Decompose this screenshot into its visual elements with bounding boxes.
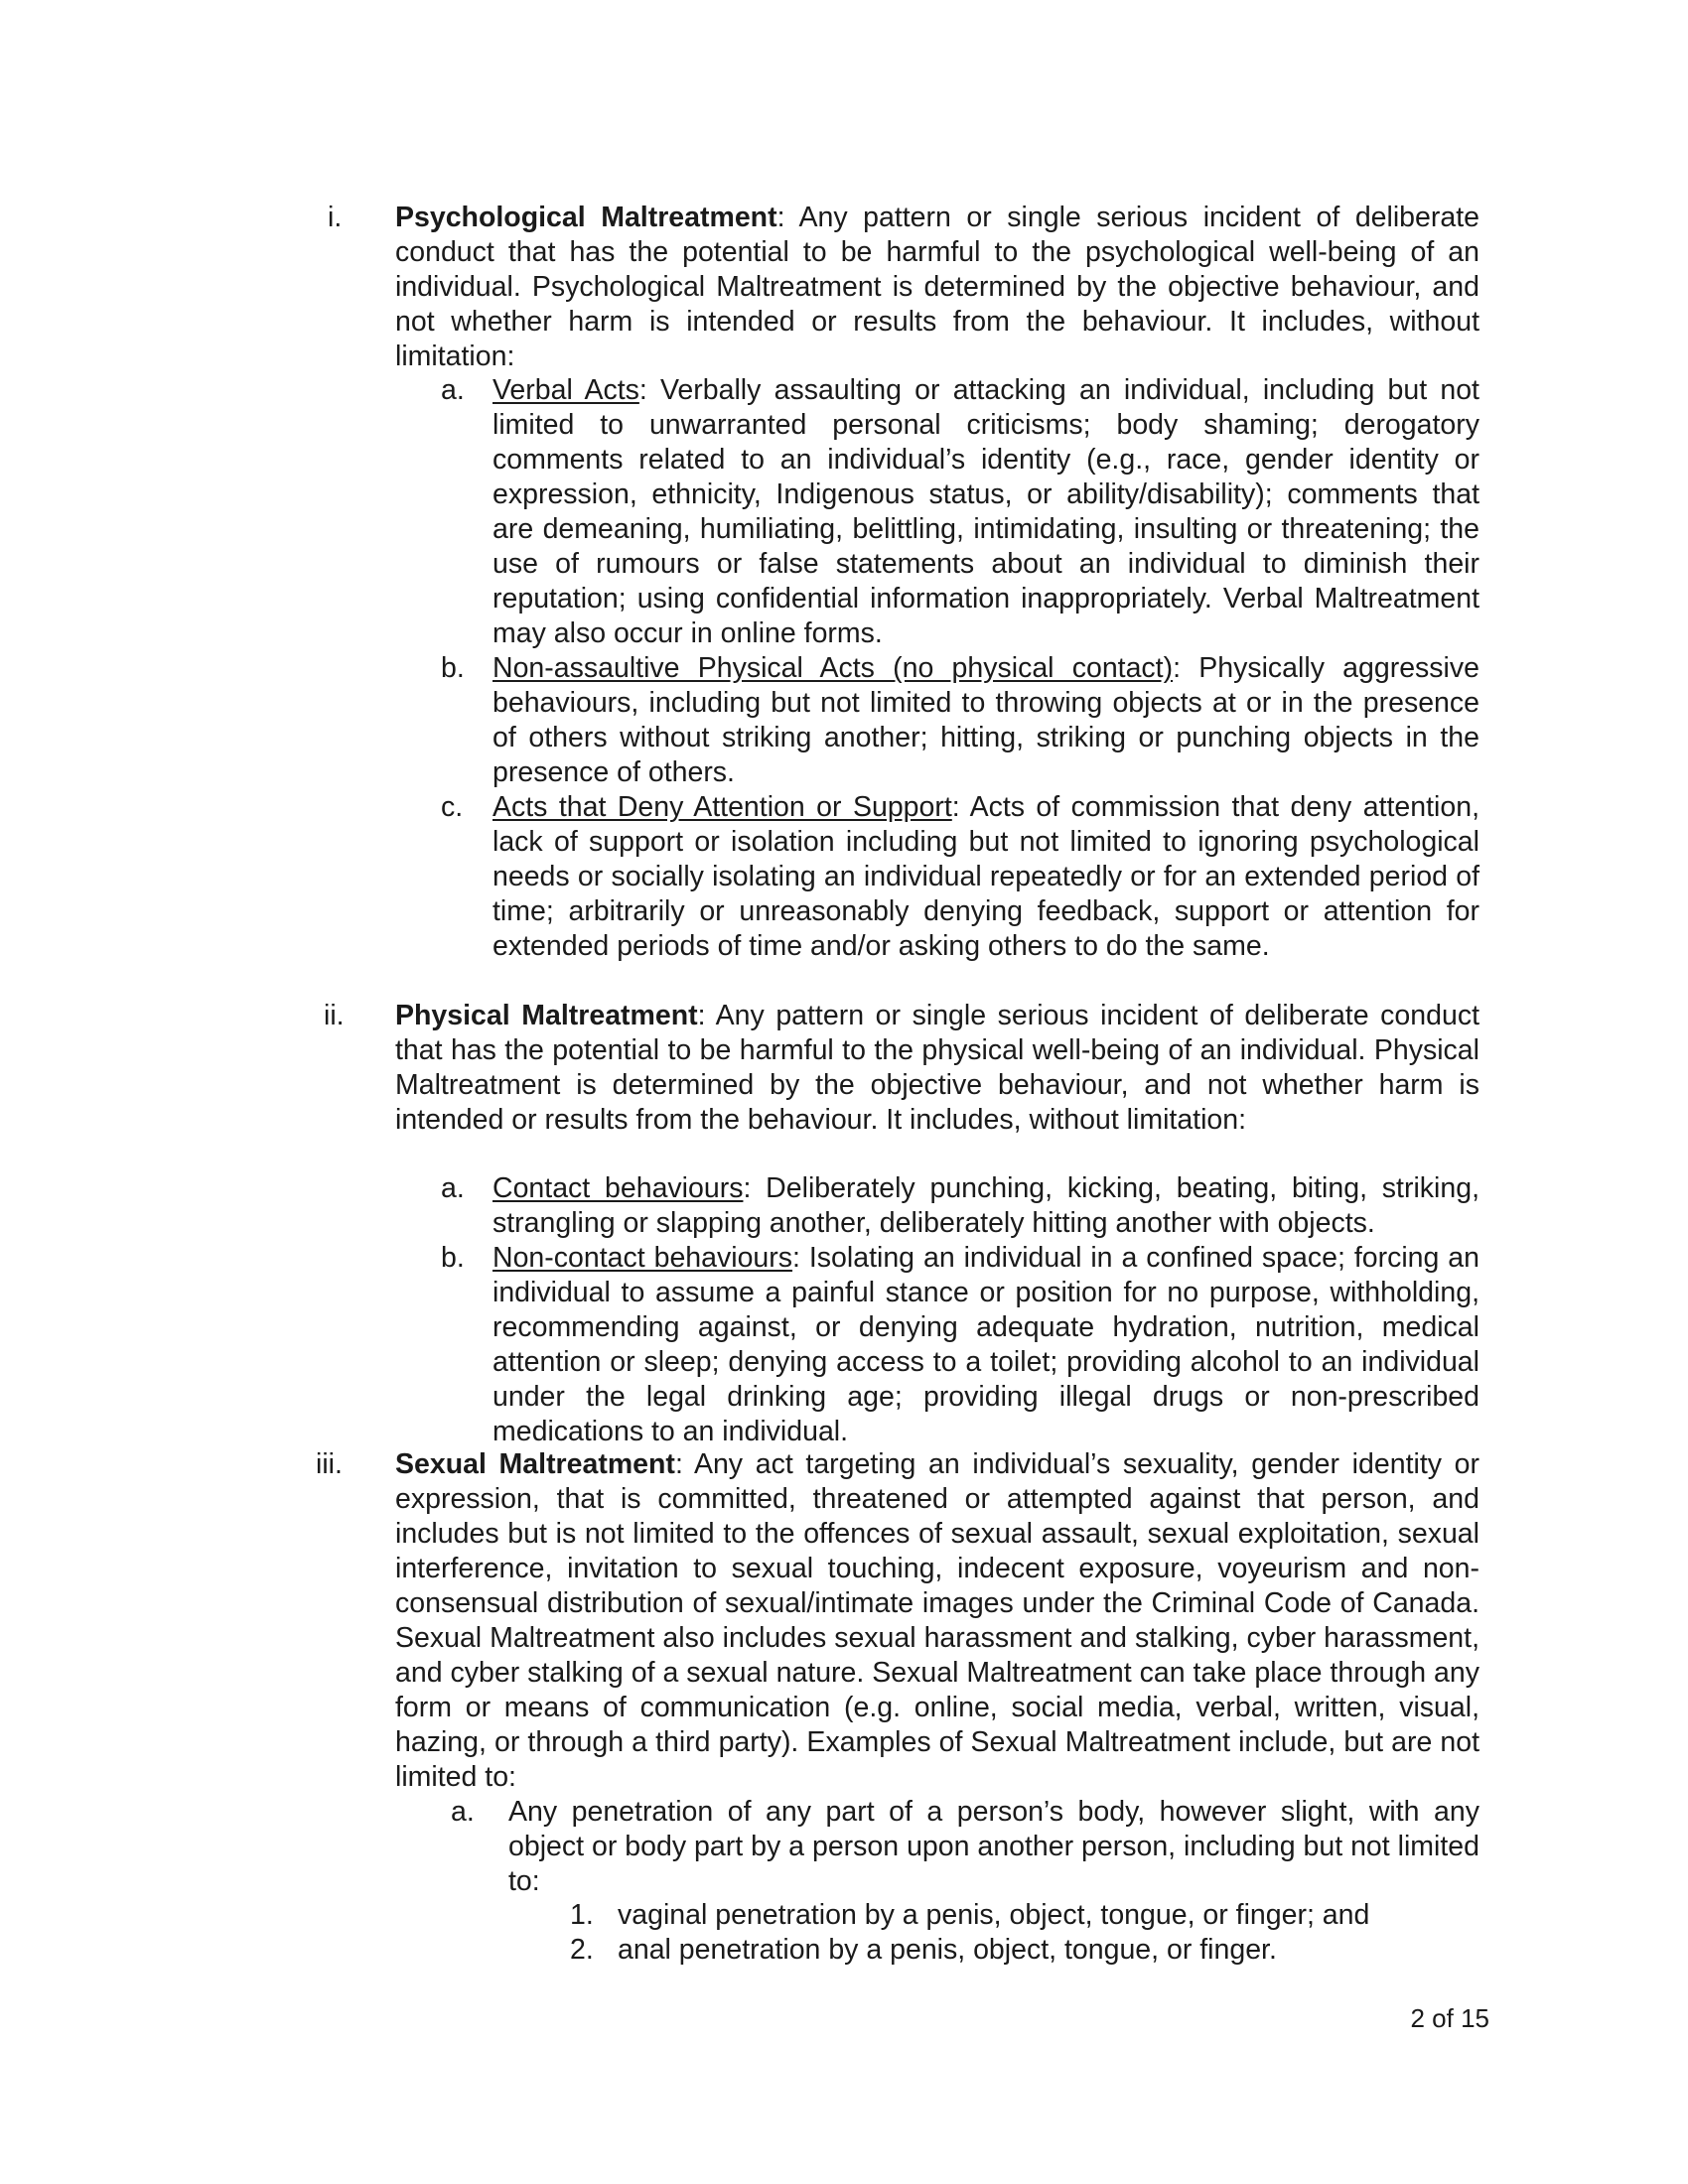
subsection-body: : Acts of commission that deny attention, lack of support or isolation including but not limited to ignoring psychological needs or socially isolating an individual repeatedly or for an extended period of time; arbitrarily or unreasonably denying feedback, support or attention for extended periods of time and/or asking others to do the same.	[492, 791, 1479, 962]
subsection-title: Non-contact behaviours	[492, 1242, 793, 1274]
subsection-marker: b.	[441, 652, 465, 684]
subsection-marker: a.	[441, 1172, 465, 1204]
section-body: : Any act targeting an individual’s sexuality, gender identity or expression, that is committed, threatened or attempted against that person, and includes but is not limited to the offences of sexual assault, sexual exploitation, sexual interference, invitation to sexual touching, indecent exposure, voyeurism and non-consensual distribution of sexual/intimate images under the Criminal Code of Canada. Sexual Maltreatment also includes sexual harassment and stalking, cyber harassment, and cyber stalking of a sexual nature. Sexual Maltreatment can take place through any form or means of communication (e.g. online, social media, verbal, written, visual, hazing, or through a third party). Examples of Sexual Maltreatment include, but are not limited to:	[395, 1448, 1479, 1793]
subsection-body: : Verbally assaulting or attacking an individual, including but not limited to unwarranted personal criticisms; body shaming; derogatory comments related to an individual’s identity (e.g., race, gender identity or expression, ethnicity, Indigenous status, or ability/disability); comments that are demeaning, humiliating, belittling, intimidating, insulting or threatening; the use of rumours or false statements about an individual to diminish their reputation; using confidential information inappropriately. Verbal Maltreatment may also occur in online forms.	[492, 374, 1479, 649]
numbered-item: vaginal penetration by a penis, object, tongue, or finger; and	[618, 1899, 1370, 1931]
section-body: : Any pattern or single serious incident of deliberate conduct that has the potential to be harmful to the psychological well-being of an individual. Psychological Maltreatment is determined by the objective behaviour, and not whether harm is intended or results from the behaviour. It includes, without limitation:	[395, 202, 1479, 372]
section-title: Sexual Maltreatment	[395, 1448, 675, 1480]
subsection-marker: a.	[441, 374, 465, 406]
section-psychological-maltreatment	[395, 201, 1479, 374]
section-sexual-maltreatment	[395, 1447, 1479, 1795]
section-title: Physical Maltreatment	[395, 1000, 698, 1031]
subsection-verbal-acts	[492, 373, 1479, 651]
subsection-title: Non-assaultive Physical Acts (no physical contact)	[492, 652, 1174, 684]
subsection-contact-behaviours	[492, 1171, 1479, 1241]
subsection-marker: c.	[441, 791, 464, 823]
section-marker: ii.	[324, 1000, 345, 1031]
section-physical-maltreatment	[395, 999, 1479, 1138]
numbered-item: anal penetration by a penis, object, tongue, or finger.	[618, 1934, 1277, 1966]
subsection-body: : Deliberately punching, kicking, beating, biting, striking, strangling or slapping another, deliberately hitting another with objects.	[492, 1172, 1479, 1239]
subsection-deny-attention	[492, 790, 1479, 964]
section-title: Psychological Maltreatment	[395, 202, 777, 233]
subsection-body: Any penetration of any part of a person’s body, however slight, with any object or body part by a person upon another person, including but not limited to:	[508, 1796, 1479, 1897]
subsection-title: Verbal Acts	[492, 374, 639, 406]
section-marker: iii.	[316, 1448, 343, 1480]
subsection-non-assaultive-acts	[492, 651, 1479, 790]
subsection-marker: a.	[451, 1796, 475, 1828]
subsection-title: Acts that Deny Attention or Support	[492, 791, 952, 823]
numbered-marker: 2.	[570, 1934, 594, 1966]
subsection-non-contact-behaviours	[492, 1241, 1479, 1449]
subsection-body: : Isolating an individual in a confined space; forcing an individual to assume a painful stance or position for no purpose, withholding, recommending against, or denying adequate hydration, nutrition, medical attention or sleep; denying access to a toilet; providing alcohol to an individual under the legal drinking age; providing illegal drugs or non-prescribed medications to an individual.	[492, 1242, 1480, 1447]
section-body: : Any pattern or single serious incident of deliberate conduct that has the potential to be harmful to the physical well-being of an individual. Physical Maltreatment is determined by the objective behaviour, and not whether harm is intended or results from the behaviour. It includes, without limitation:	[395, 1000, 1479, 1136]
subsection-body: : Physically aggressive behaviours, including but not limited to throwing objects at or in the presence of others without striking another; hitting, striking or punching objects in the presence of others.	[492, 652, 1479, 788]
page-number: 2 of 15	[1410, 2003, 1489, 2033]
section-marker: i.	[328, 202, 343, 233]
numbered-marker: 1.	[570, 1899, 594, 1931]
subsection-penetration	[508, 1795, 1479, 1899]
subsection-marker: b.	[441, 1242, 465, 1274]
subsection-title: Contact behaviours	[492, 1172, 744, 1204]
